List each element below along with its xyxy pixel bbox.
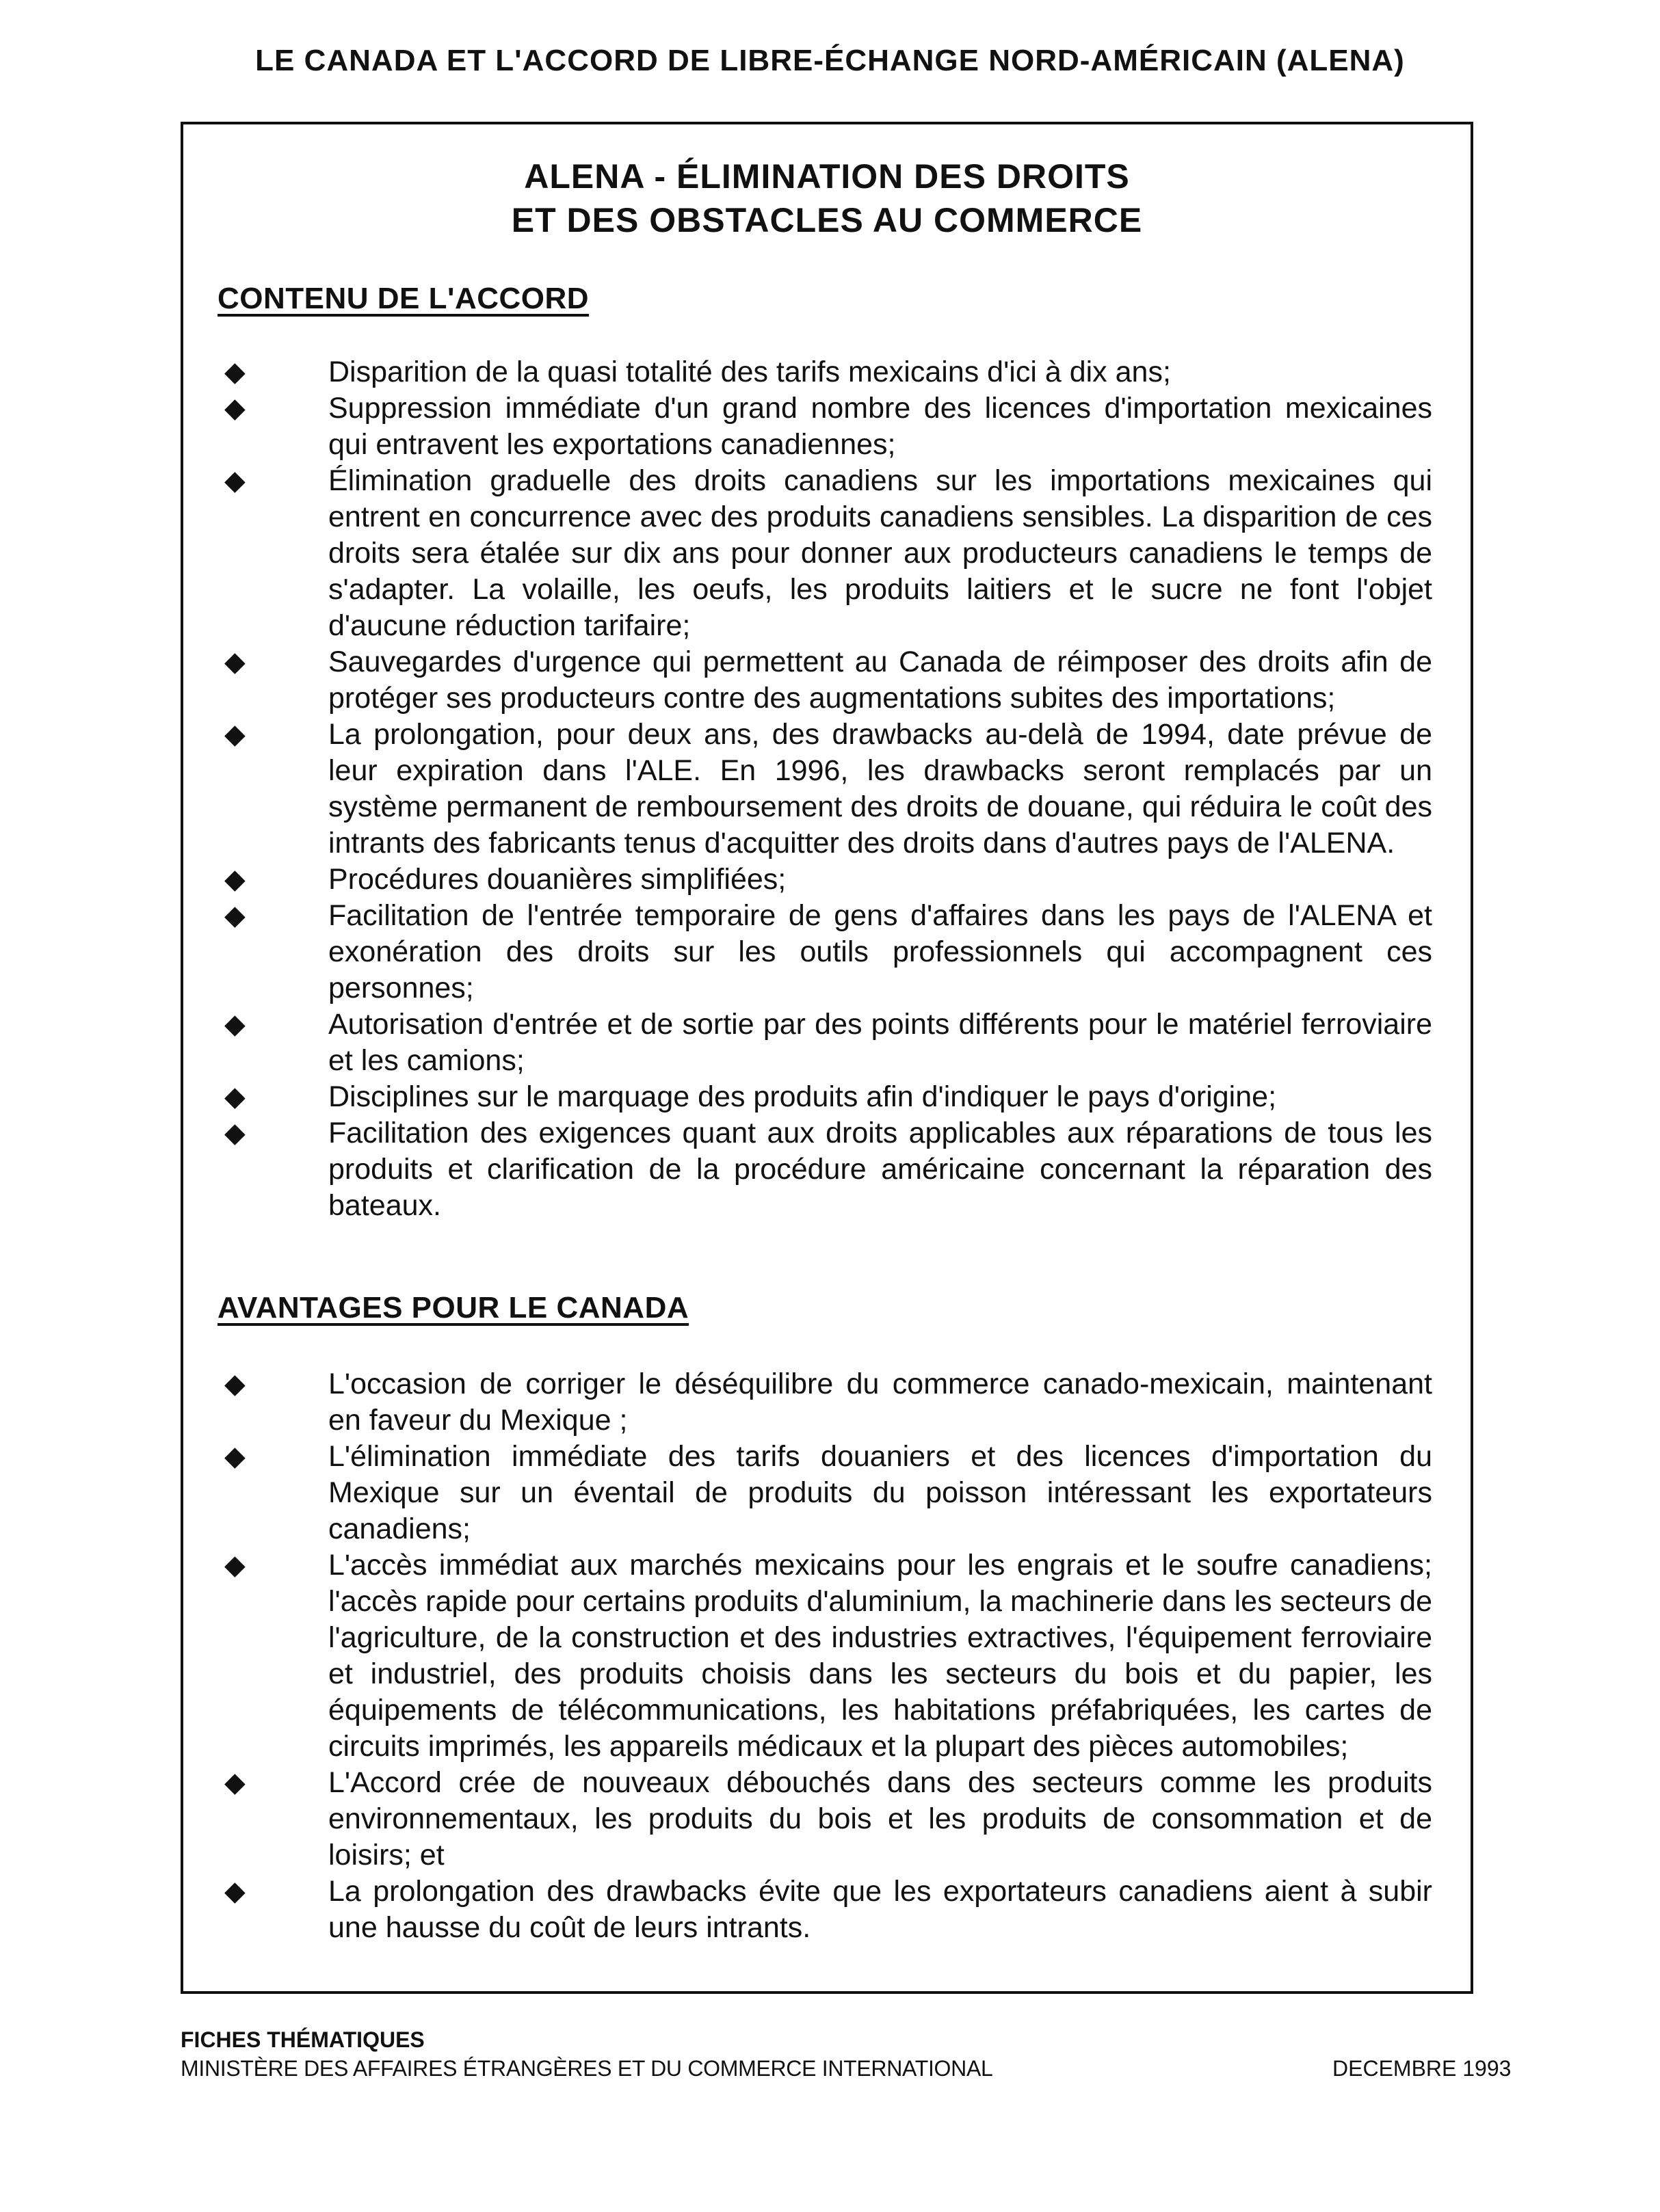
list-item-text: Autorisation d'entrée et de sortie par des points différents pour le matériel ferroviaire et les camions; — [328, 1008, 1432, 1077]
list-item-text: Disciplines sur le marquage des produits afin d'indiquer le pays d'origine; — [328, 1080, 1277, 1113]
diamond-icon: ◆ — [224, 901, 246, 931]
list-item-text: Facilitation des exigences quant aux droits applicables aux réparations de tous les produits et clarification de la procédure américaine concernant la réparation des bateaux. — [328, 1117, 1432, 1222]
footer-publisher — [181, 2025, 993, 2083]
box-title — [183, 155, 1471, 242]
diamond-icon: ◆ — [224, 466, 246, 496]
list-item — [224, 1366, 1432, 1439]
diamond-icon: ◆ — [224, 357, 246, 387]
list-item-text: L'occasion de corriger le déséquilibre du commerce canado-mexicain, maintenant en faveur du Mexique ; — [328, 1368, 1432, 1437]
diamond-icon: ◆ — [224, 393, 246, 423]
contenu-list — [224, 354, 1432, 1224]
box-title-line-1: ALENA - ÉLIMINATION DES DROITS — [524, 157, 1130, 196]
list-item-text: L'élimination immédiate des tarifs douaniers et des licences d'importation du Mexique sur un éventail de produits du poisson intéressant les exportateurs canadiens; — [328, 1440, 1432, 1545]
diamond-icon: ◆ — [224, 1441, 246, 1471]
section-heading-contenu: CONTENU DE L'ACCORD — [218, 282, 590, 315]
list-item-text: L'accès immédiat aux marchés mexicains pour les engrais et le soufre canadiens; l'accès rapide pour certains produits d'aluminium, la machinerie dans les secteurs de l'agriculture, de la construction et des industries extractives, l'équipement ferroviaire et industriel, des produits choisis dans les secteurs du bois et du papier, les équipements de télécommunications, les habitations préfabriquées, les cartes de circuits imprimés, les appareils médicaux et la plupart des pièces automobiles; — [328, 1549, 1432, 1763]
list-item — [224, 1874, 1432, 1946]
list-item-text: Facilitation de l'entrée temporaire de gens d'affaires dans les pays de l'ALENA et exonération des droits sur les outils professionnels qui accompagnent ces personnes; — [328, 899, 1432, 1004]
list-item-text: Élimination graduelle des droits canadiens sur les importations mexicaines qui entrent en concurrence avec des produits canadiens sensibles. La disparition de ces droits sera étalée sur dix ans pour donner aux producteurs canadiens le temps de s'adapter. La volaille, les oeufs, les produits laitiers et le sucre ne font l'objet d'aucune réduction tarifaire; — [328, 464, 1432, 642]
list-item — [224, 390, 1432, 463]
box-title-line-2: ET DES OBSTACLES AU COMMERCE — [511, 201, 1143, 239]
list-item — [224, 463, 1432, 644]
list-item — [224, 898, 1432, 1007]
list-item-text: Sauvegardes d'urgence qui permettent au Canada de réimposer des droits afin de protéger ses producteurs contre des augmentations subites des importations; — [328, 645, 1432, 715]
list-item — [224, 1007, 1432, 1079]
diamond-icon: ◆ — [224, 719, 246, 749]
list-item — [224, 717, 1432, 862]
content-frame — [181, 122, 1473, 1994]
diamond-icon: ◆ — [224, 1082, 246, 1112]
list-item-text: La prolongation, pour deux ans, des drawbacks au-delà de 1994, date prévue de leur expiration dans l'ALE. En 1996, les drawbacks seront remplacés par un système permanent de remboursement des droits de douane, qui réduira le coût des intrants des fabricants tenus d'acquitter des droits dans d'autres pays de l'ALENA. — [328, 718, 1432, 860]
list-item-text: La prolongation des drawbacks évite que les exportateurs canadiens aient à subir une hausse du coût de leurs intrants. — [328, 1875, 1432, 1944]
list-item — [224, 1765, 1432, 1874]
diamond-icon: ◆ — [224, 1550, 246, 1580]
list-item-text: Disparition de la quasi totalité des tarifs mexicains d'ici à dix ans; — [328, 356, 1171, 388]
avantages-list — [224, 1366, 1432, 1946]
diamond-icon: ◆ — [224, 1118, 246, 1148]
section-heading-avantages: AVANTAGES POUR LE CANADA — [218, 1291, 689, 1324]
list-item — [224, 1115, 1432, 1224]
list-item — [224, 1079, 1432, 1115]
diamond-icon: ◆ — [224, 1876, 246, 1906]
list-item — [224, 1547, 1432, 1765]
list-item — [224, 644, 1432, 717]
diamond-icon: ◆ — [224, 1009, 246, 1039]
footer-series-title: FICHES THÉMATIQUES — [181, 2027, 425, 2052]
diamond-icon: ◆ — [224, 864, 246, 894]
list-item — [224, 862, 1432, 898]
diamond-icon: ◆ — [224, 1369, 246, 1399]
page-header-title: LE CANADA ET L'ACCORD DE LIBRE-ÉCHANGE NORD-AMÉRICAIN (ALENA) — [255, 44, 1405, 77]
footer-ministry: MINISTÈRE DES AFFAIRES ÉTRANGÈRES ET DU COMMERCE INTERNATIONAL — [181, 2056, 993, 2081]
diamond-icon: ◆ — [224, 1768, 246, 1798]
list-item-text: L'Accord crée de nouveaux débouchés dans des secteurs comme les produits environnementaux, les produits du bois et les produits de consommation et de loisirs; et — [328, 1766, 1432, 1871]
footer-date: DECEMBRE 1993 — [1332, 2056, 1512, 2081]
list-item — [224, 1439, 1432, 1547]
list-item-text: Suppression immédiate d'un grand nombre des licences d'importation mexicaines qui entravent les exportations canadiennes; — [328, 392, 1432, 461]
diamond-icon: ◆ — [224, 647, 246, 677]
list-item-text: Procédures douanières simplifiées; — [328, 863, 787, 896]
list-item — [224, 354, 1432, 390]
